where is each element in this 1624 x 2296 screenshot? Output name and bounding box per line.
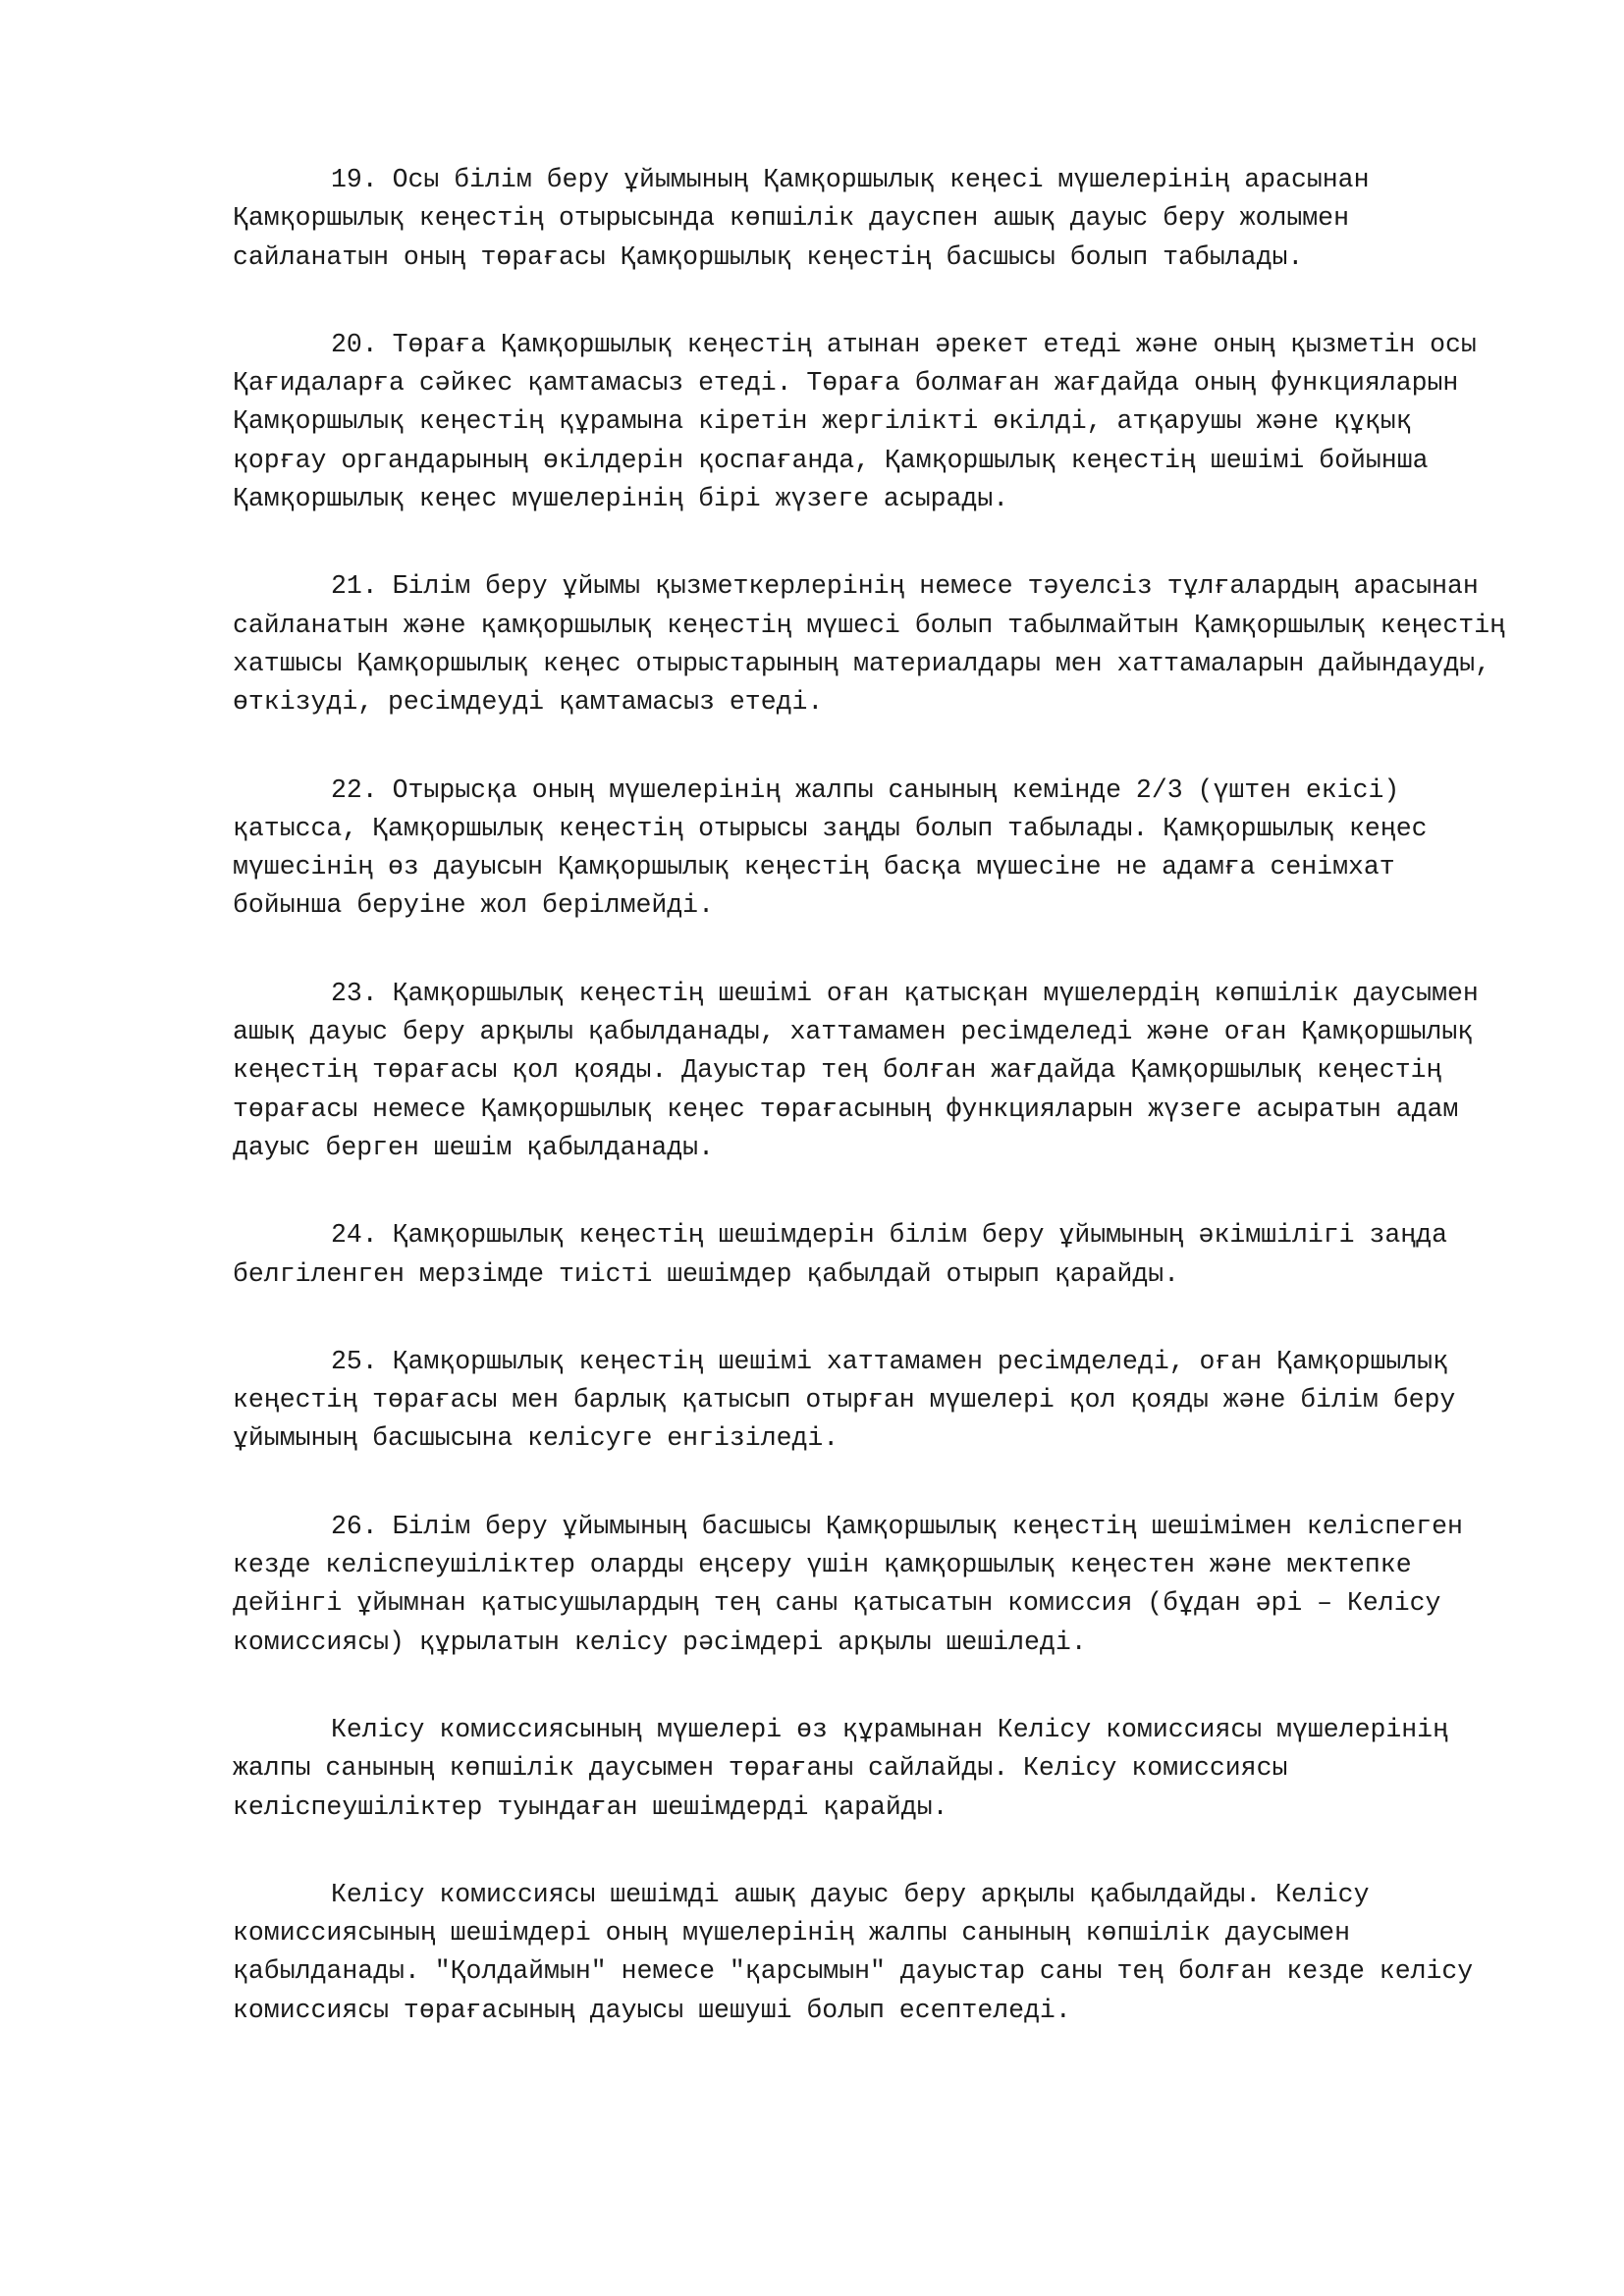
paragraph-commission-decision: Келісу комиссиясы шешімді ашық дауыс беру арқылы қабылдайды. Келісу комиссиясының шешімдері оның мүшелерінің жалпы санының көпшілік даусымен қабылданады. "Қолдаймын" немесе "қарсымын" дауыстар саны тең болған кезде келісу комиссиясы төрағасының дауысы шешуші болып есептеледі.: [233, 1879, 1474, 2025]
paragraph-26: 26. Білім беру ұйымының басшысы Қамқоршылық кеңестің шешімімен келіспеген кезде келіспеушіліктер оларды еңсеру үшін қамқоршылық кеңестен және мектепке дейінгі ұйымнан қатысушылардың тең саны қатысатын комиссия (бұдан әрі – Келісу комиссиясы) құрылатын келісу рәсімдері арқылы шешіледі.: [233, 1511, 1463, 1657]
paragraph-20: 20. Төраға Қамқоршылық кеңестің атынан әрекет етеді және оның қызметін осы Қағидаларға сәйкес қамтамасыз етеді. Төраға болмаған жағдайда оның функцияларын Қамқоршылық кеңестің құрамына кіретін жергілікті өкілді, атқарушы және құқық қорғау органдарының өкілдерін қоспағанда, Қамқоршылық кеңестің шешімі бойынша Қамқоршылық кеңес мүшелерінің бірі жүзеге асырады.: [233, 329, 1477, 514]
paragraph-21: 21. Білім беру ұйымы қызметкерлерінің немесе тәуелсіз тұлғалардың арасынан сайланатын және қамқоршылық кеңестің мүшесі болып табылмайтын Қамқоршылық кеңестің хатшысы Қамқоршылық кеңес отырыстарының материалдары мен хаттамаларын дайындауды, өткізуді, ресімдеуді қамтамасыз етеді.: [233, 571, 1506, 718]
document-body: [233, 161, 1509, 2079]
paragraph-24: 24. Қамқоршылық кеңестің шешімдерін білім беру ұйымының әкімшілігі заңда белгіленген мерзімде тиісті шешімдер қабылдай отырып қарайды.: [233, 1220, 1447, 1289]
paragraph-25: 25. Қамқоршылық кеңестің шешімі хаттамамен ресімделеді, оған Қамқоршылық кеңестің төрағасы мен барлық қатысып отырған мүшелері қол қояды және білім беру ұйымының басшысына келісуге енгізіледі.: [233, 1346, 1456, 1454]
paragraph-19: 19. Осы білім беру ұйымының Қамқоршылық кеңесі мүшелерінің арасынан Қамқоршылық кеңестің отырысында көпшілік дауспен ашық дауыс беру жолымен сайланатын оның төрағасы Қамқоршылық кеңестің басшысы болып табылады.: [233, 165, 1370, 272]
paragraph-commission-chair: Келісу комиссиясының мүшелері өз құрамынан Келісу комиссиясы мүшелерінің жалпы санының көпшілік даусымен төрағаны сайлайды. Келісу комиссиясы келіспеушіліктер туындаған шешімдерді қарайды.: [233, 1714, 1448, 1822]
paragraph-22: 22. Отырысқа оның мүшелерінің жалпы санының кемінде 2/3 (үштен екісі) қатысса, Қамқоршылық кеңестің отырысы заңды болып табылады. Қамқоршылық кеңес мүшесінің өз дауысын Қамқоршылық кеңестің басқа мүшесіне не адамға сенімхат бойынша беруіне жол берілмейді.: [233, 774, 1428, 921]
paragraph-23: 23. Қамқоршылық кеңестің шешімі оған қатысқан мүшелердің көпшілік даусымен ашық дауыс беру арқылы қабылданады, хаттамамен ресімделеді және оған Қамқоршылық кеңестің төрағасы қол қояды. Дауыстар тең болған жағдайда Қамқоршылық кеңестің төрағасы немесе Қамқоршылық кеңес төрағасының функцияларын жүзеге асыратын адам дауыс берген шешім қабылданады.: [233, 978, 1479, 1162]
